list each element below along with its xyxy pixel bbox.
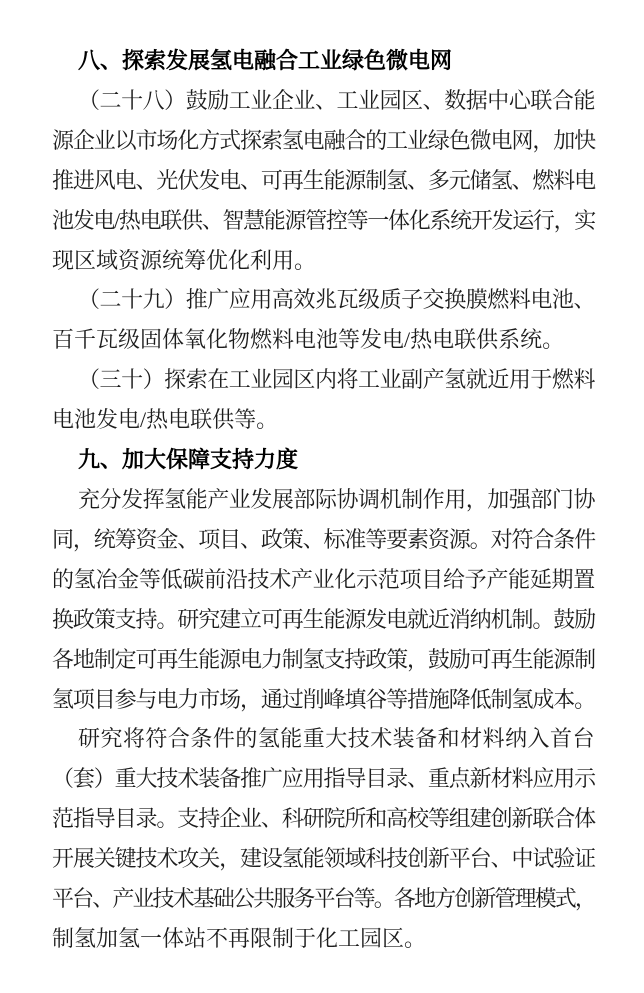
- paragraph-line: 换政策支持。研究建立可再生能源发电就近消纳机制。鼓励: [52, 606, 595, 632]
- paragraph-line: （套）重大技术装备推广应用指导目录、重点新材料应用示: [52, 766, 595, 792]
- section-heading: 九、加大保障支持力度: [78, 447, 299, 473]
- paragraph-line: 的氢冶金等低碳前沿技术产业化示范项目给予产能延期置: [52, 566, 595, 592]
- paragraph-line: 氢项目参与电力市场，通过削峰填谷等措施降低制氢成本。: [52, 686, 595, 712]
- paragraph-line: 电池发电/热电联供等。: [52, 407, 279, 433]
- paragraph-line: 推进风电、光伏发电、可再生能源制氢、多元储氢、燃料电: [52, 167, 595, 193]
- paragraph-line: 百千瓦级固体氧化物燃料电池等发电/热电联供系统。: [52, 327, 565, 353]
- paragraph-line: （二十九）推广应用高效兆瓦级质子交换膜燃料电池、: [78, 287, 595, 313]
- paragraph-line: （三十）探索在工业园区内将工业副产氢就近用于燃料: [78, 367, 595, 393]
- paragraph-line: 研究将符合条件的氢能重大技术装备和材料纳入首台: [78, 726, 595, 752]
- paragraph-line: 同，统筹资金、项目、政策、标准等要素资源。对符合条件: [52, 526, 595, 552]
- paragraph-line: 池发电/热电联供、智慧能源管控等一体化系统开发运行，实: [52, 207, 595, 233]
- paragraph-line: 充分发挥氢能产业发展部际协调机制作用，加强部门协: [78, 486, 595, 512]
- paragraph-line: 现区域资源统筹优化利用。: [52, 247, 317, 273]
- paragraph-line: （二十八）鼓励工业企业、工业园区、数据中心联合能: [78, 87, 595, 113]
- section-heading: 八、探索发展氢电融合工业绿色微电网: [78, 48, 453, 73]
- paragraph-line: 平台、产业技术基础公共服务平台等。各地方创新管理模式，: [52, 886, 595, 912]
- paragraph-line: 各地制定可再生能源电力制氢支持政策，鼓励可再生能源制: [52, 646, 595, 672]
- paragraph-line: 开展关键技术攻关，建设氢能领域科技创新平台、中试验证: [52, 846, 595, 872]
- paragraph-line: 制氢加氢一体站不再限制于化工园区。: [52, 925, 427, 951]
- paragraph-line: 源企业以市场化方式探索氢电融合的工业绿色微电网，加快: [52, 127, 595, 153]
- paragraph-line: 范指导目录。支持企业、科研院所和高校等组建创新联合体: [52, 806, 595, 832]
